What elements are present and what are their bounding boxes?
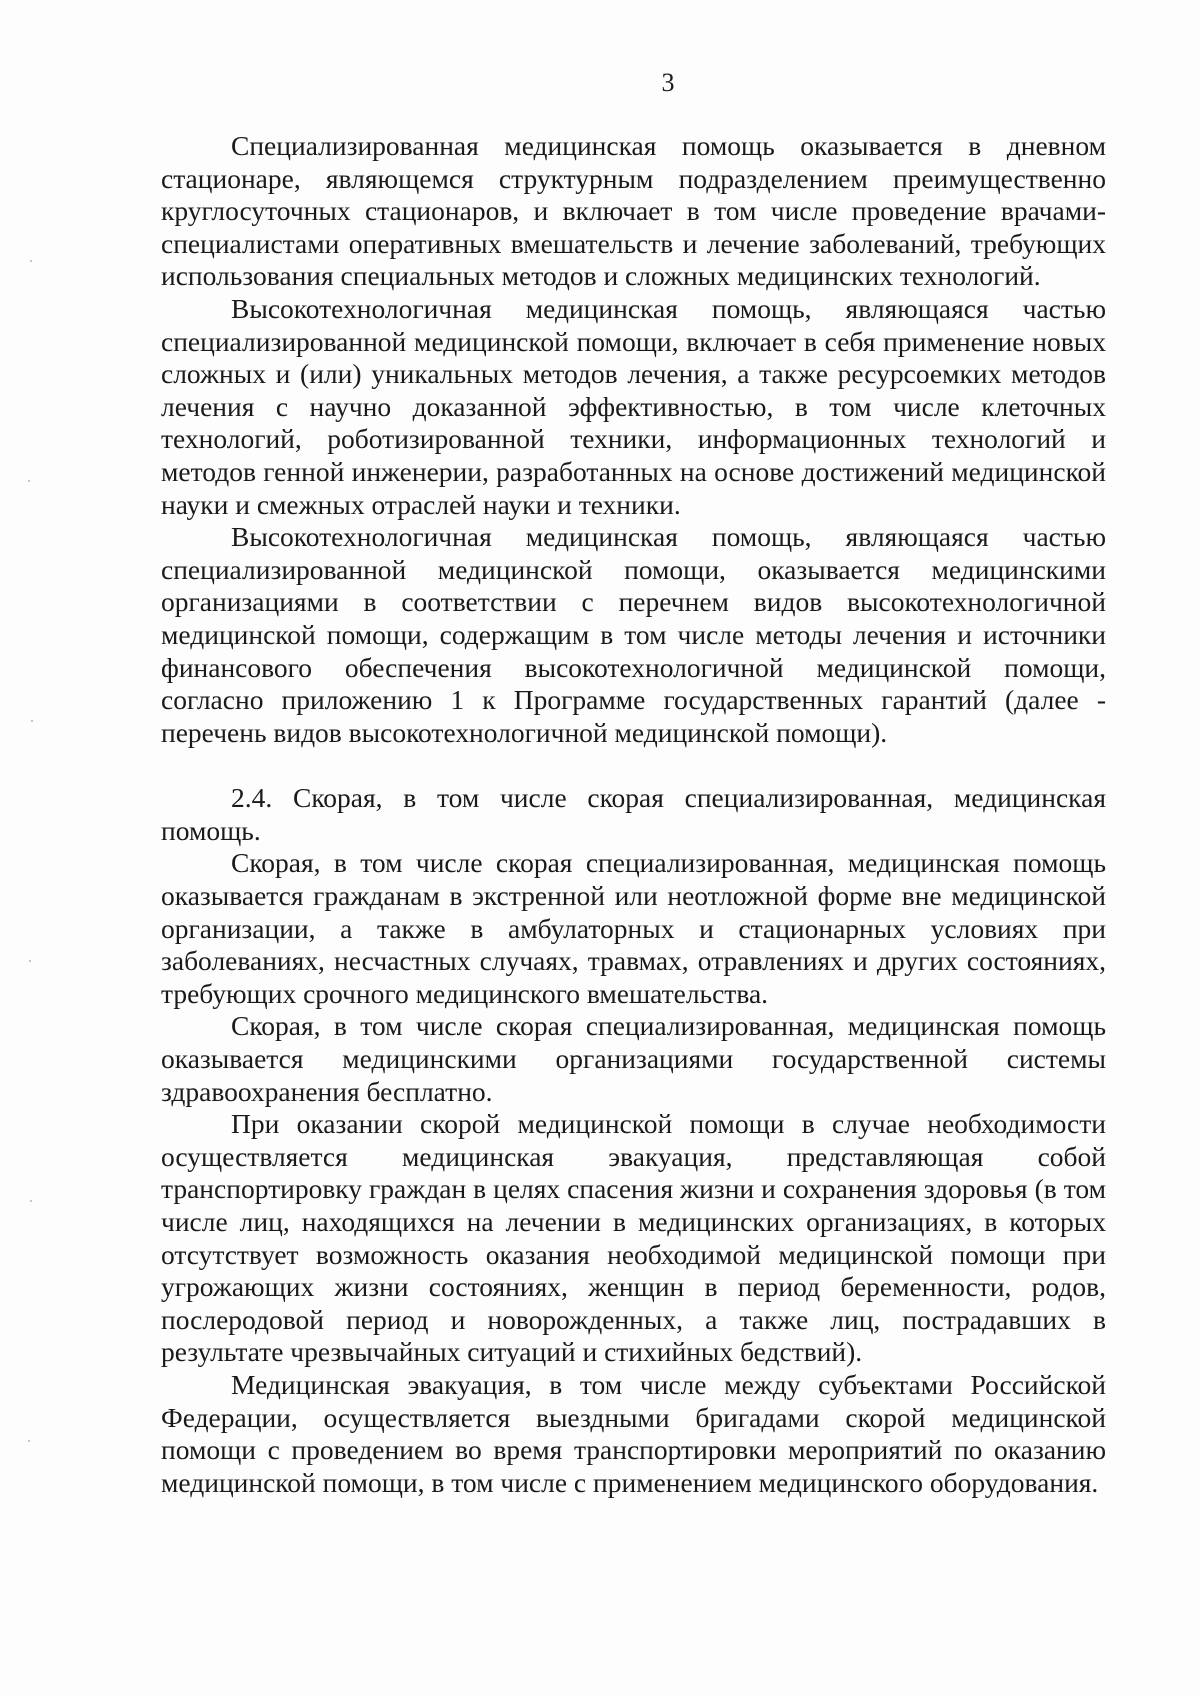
document-body [161, 130, 1106, 1499]
paragraph-high-tech-definition: Высокотехнологичная медицинская помощь, являющаяся частью специализированной медицинской помощи, включает в себя применение новых сложных и (или) уникальных методов лечения, а также ресурсоемких методов лечения с научно доказанной эффективностью, в том числе клеточных технологий, роботизированной техники, информационных технологий и методов генной инженерии, разработанных на основе достижений медицинской науки и смежных отраслей науки и техники. [161, 292, 1106, 520]
paragraph-day-hospital: Специализированная медицинская помощь оказывается в дневном стационаре, являющемся структурным подразделением преимущественно круглосуточных стационаров, и включает в том числе проведение врачами-специалистами оперативных вмешательств и лечение заболеваний, требующих использования специальных методов и сложных медицинских технологий. [161, 130, 1106, 292]
scan-speck [30, 260, 32, 262]
paragraph-high-tech-provision: Высокотехнологичная медицинская помощь, являющаяся частью специализированной медицинской помощи, оказывается медицинскими организациями в соответствии с перечнем видов высокотехнологичной медицинской помощи, содержащим в том числе методы лечения и источники финансового обеспечения высокотехнологичной медицинской помощи, согласно приложению 1 к Программе государственных гарантий (далее - перечень видов высокотехнологичной медицинской помощи). [161, 521, 1106, 748]
scan-speck [31, 720, 33, 722]
paragraph-evacuation-between-regions: Медицинская эвакуация, в том числе между субъектами Российской Федерации, осуществляется выездными бригадами скорой медицинской помощи с проведением во время транспортировки мероприятий по оказанию медицинской помощи, в том числе с применением медицинского оборудования. [161, 1368, 1106, 1498]
section-gap [161, 749, 1106, 782]
page-number: 3 [661, 68, 675, 97]
paragraph-emergency-free: Скорая, в том числе скорая специализированная, медицинская помощь оказывается медицинскими организациями государственной системы здравоохранения бесплатно. [161, 1010, 1106, 1107]
scan-speck [28, 480, 30, 482]
scan-speck [29, 960, 31, 962]
section-heading: 2.4. Скорая, в том числе скорая специализированная, медицинская помощь. [161, 782, 1106, 846]
scan-speck [30, 1200, 32, 1202]
paragraph-emergency-care: Скорая, в том числе скорая специализированная, медицинская помощь оказывается гражданам в экстренной или неотложной форме вне медицинской организации, а также в амбулаторных и стационарных условиях при заболеваниях, несчастных случаях, травмах, отравлениях и других состояниях, требующих срочного медицинского вмешательства. [161, 847, 1106, 1009]
scan-speck [28, 1440, 30, 1442]
paragraph-medical-evacuation: При оказании скорой медицинской помощи в случае необходимости осуществляется медицинская эвакуация, представляющая собой транспортировку граждан в целях спасения жизни и сохранения здоровья (в том числе лиц, находящихся на лечении в медицинских организациях, в которых отсутствует возможность оказания необходимой медицинской помощи при угрожающих жизни состояниях, женщин в период беременности, родов, послеродовой период и новорожденных, а также лиц, пострадавших в результате чрезвычайных ситуаций и стихийных бедствий). [161, 1108, 1106, 1368]
